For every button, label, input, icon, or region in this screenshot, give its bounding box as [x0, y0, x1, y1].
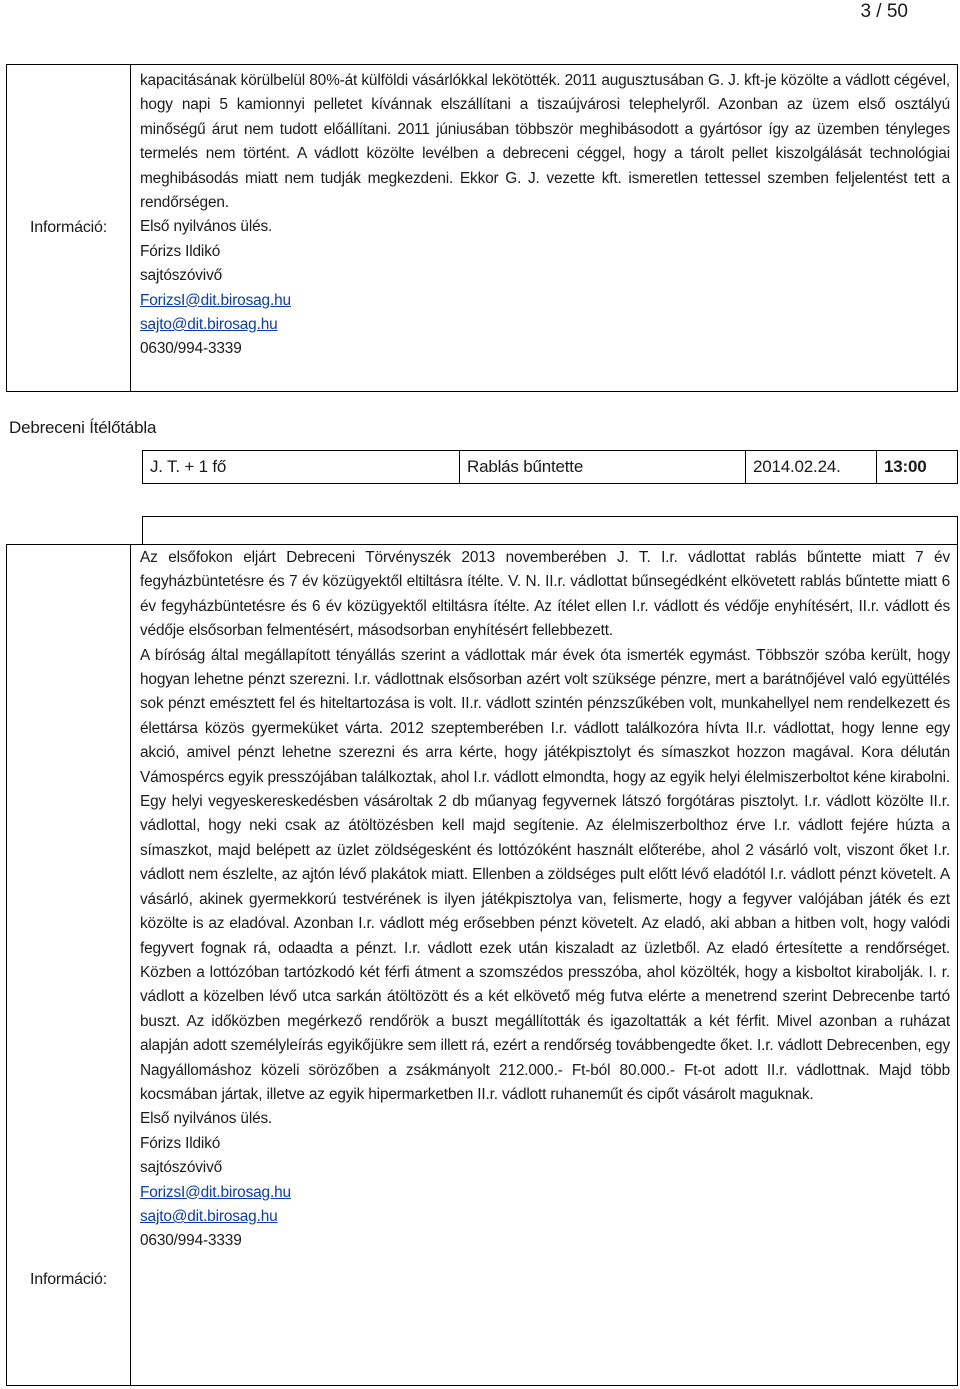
- info-paragraph: kapacitásának körülbelül 80%-át külföldi vásárlókkal lekötötték. 2011 augusztusában G. J. kft-je közölte a vádlott cégével, hogy napi 5 kamionnyi pelletet kívánnak elszállítani a tiszaújvárosi telephelyről. Azonban az üzem első osztályú minőségű árut nem tudott előállítani. 2011 júniusában többször meghibásodott a gyártósor így az üzemben tényleges termelés nem történt. A vádlott közölte levélben a debreceni céggel, hogy a tárolt pellet kiszolgálását technológiai meghibásodás miatt nem tudják megkezdeni. Ekkor G. J. vezette kft. ismeretlen tettessel szemben feljelentést tett a rendőrségen.: [140, 72, 950, 212]
- info-label: Információ:: [30, 219, 107, 236]
- hearing-type: Első nyilvános ülés.: [140, 1110, 273, 1128]
- info-content-cell: [131, 65, 958, 392]
- info-content-cell: [131, 545, 958, 1386]
- info-paragraph: Az elsőfokon eljárt Debreceni Törvényszék 2013 novemberében J. T. I.r. vádlottat rablás bűntette miatt 7 év fegyházbüntetésre és 7 év közügyektől eltiltásra ítélte. V. N. II.r. vádlottat bűnsegédként elkövetett rablás bűntette miatt 6 év fegyházbüntetésre és 6 év közügyektől eltiltásra ítélte. Az ítélet ellen I.r. vádlott és védője enyhítésért, II.r. vádlott és védője elsősorban felmentésért, másodsorban enyhítésért fellebbezett.: [140, 549, 950, 640]
- contact-role: sajtószóvivő: [140, 1159, 223, 1177]
- contact-phone: 0630/994-3339: [140, 340, 242, 358]
- press-email-link[interactable]: sajto@dit.birosag.hu: [140, 316, 278, 334]
- case-row: [142, 450, 958, 484]
- hearing-type: Első nyilvános ülés.: [140, 218, 273, 236]
- press-email-link[interactable]: sajto@dit.birosag.hu: [140, 1207, 278, 1225]
- contact-name: Fórizs Ildikó: [140, 242, 221, 260]
- contact-email-link[interactable]: ForizsI@dit.birosag.hu: [140, 1183, 291, 1201]
- case-date: 2014.02.24.: [746, 451, 877, 484]
- page-number: 3 / 50: [860, 1, 908, 22]
- contact-email-link[interactable]: ForizsI@dit.birosag.hu: [140, 291, 291, 309]
- contact-name: Fórizs Ildikó: [140, 1134, 221, 1152]
- info-label-cell: [7, 65, 131, 392]
- case-crime: Rablás bűntette: [460, 451, 746, 484]
- case-time: 13:00: [877, 451, 958, 484]
- case-defendants: J. T. + 1 fő: [143, 451, 460, 484]
- info-paragraph: A bíróság által megállapított tényállás szerint a vádlottak már évek óta ismerték egymást. Többször szóba került, hogy hogyan lehetne pénzt szerezni. I.r. vádlottnak elsősorban azért volt szüksége pénzre, mert a barátnőjével való együttélés sok pénzt emésztett fel és hiteltartozása is volt. II.r. vádlott szintén pénzszűkében volt, munkahellyel nem rendelkezett és élettársa közös gyermeküket várta. 2012 szeptemberében I.r. vádlott találkozóra hívta II.r. vádlottat, hogy lenne egy akció, amivel pénzt lehetne szerezni és arra kérte, hogy játékpisztolyt és símaszkot hozzon magával. Kora délután Vámospércs egyik presszójában találkoztak, ahol I.r. vádlott elmondta, hogy az egyik helyi élelmiszerboltot kéne kirabolni. Egy helyi vegyeskereskedésben vásároltak 2 db műanyag fegyvernek látszó forgótáras pisztolyt. I.r. vádlott közölte II.r. vádlottal, hogy neki csak az átöltözésben kell majd segítenie. Az élelmiszerbolthoz érve I.r. vádlott fejére húzta a símaszkot, majd belépett az üzlet zöldségesként és lottózóként használt előterébe, ahol 2 vásárló volt, viszont őket I.r. vádlott nem észlelte, az ajtón lévő plakátok miatt. Ellenben a zöldséges pult előtt lévő eladótól I.r. vádlott pénzt követelt. A vásárló, akinek gyermekkorú testvérének is ilyen játékpisztolya van, felismerte, hogy a fegyver valójában játék és ezt közölte is az eladóval. Azonban I.r. vádlott még erősebben pénzt követelt. Az eladó, aki abban a hitben volt, hogy valódi fegyvert fognak rá, odaadta a pénzt. I.r. vádlott ezek után kiszaladt az üzletből. Az eladó értesítette a rendőrséget. Közben a lottózóban tartózkodó két férfi átment a szomszédos presszóba, ahol közölték, hogy a kisboltot kirabolják. I. r. vádlott a közelben lévő utca sarkán átöltözött és a két elkövető még futva elérte a menetrend szerint Debrecenbe tartó buszt. Az időközben megérkező rendőrök a buszt megállították és igazoltatták a két férfit. Mivel azonban a ruházat alapján adott személyleírás egyikőjükre sem illett rá, ezért a rendőrség továbbengedte őket. I.r. vádlott Debrecenben, egy Nagyállomáshoz közeli sörözőben a zsákmányolt 212.000.- Ft-ból 80.000.- Ft-ot adott II.r. vádlottnak. Majd több kocsmában jártak, illetve az egyik hipermarketben II.r. vádlott ruhaneműt és cipőt vásárolt maguknak.: [140, 646, 950, 1103]
- info-label-cell: [7, 545, 131, 1386]
- spacer-row: [142, 516, 958, 545]
- info-label: Információ:: [30, 1271, 107, 1288]
- court-name: Debreceni Ítélőtábla: [9, 418, 157, 437]
- contact-phone: 0630/994-3339: [140, 1232, 242, 1250]
- info-block-2: [6, 544, 958, 1386]
- info-block-1: [6, 64, 958, 392]
- contact-role: sajtószóvivő: [140, 267, 223, 285]
